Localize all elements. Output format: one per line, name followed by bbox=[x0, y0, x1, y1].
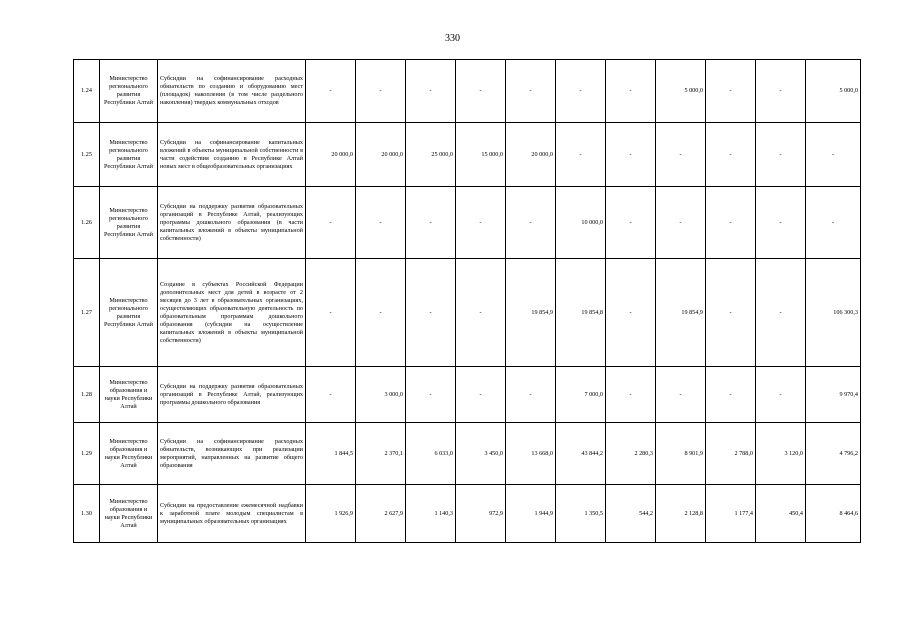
description-cell: Субсидии на софинансирование расходных обязательств по созданию и оборудованию мест (площадок) накопления (в том числе раздельного накопления) твердых коммунальных отходов bbox=[158, 60, 306, 123]
value-cell: - bbox=[306, 367, 356, 423]
table-row bbox=[74, 423, 861, 485]
value-cell: 6 033,0 bbox=[406, 423, 456, 485]
value-cell: 8 464,6 bbox=[806, 485, 861, 543]
row-number: 1.27 bbox=[74, 259, 100, 367]
value-cell: 19 854,9 bbox=[506, 259, 556, 367]
description-cell: Субсидии на софинансирование расходных обязательств, возникающих при реализации мероприятий, направленных на развитие общего образования bbox=[158, 423, 306, 485]
value-cell: 450,4 bbox=[756, 485, 806, 543]
row-number: 1.29 bbox=[74, 423, 100, 485]
value-cell: - bbox=[356, 60, 406, 123]
ministry-cell: Министерство образования и науки Республики Алтай bbox=[100, 485, 158, 543]
ministry-cell: Министерство образования и науки Республики Алтай bbox=[100, 367, 158, 423]
value-cell: 19 854,9 bbox=[656, 259, 706, 367]
value-cell: 13 668,0 bbox=[506, 423, 556, 485]
row-number: 1.26 bbox=[74, 187, 100, 259]
value-cell: 5 000,0 bbox=[806, 60, 861, 123]
table-row bbox=[74, 60, 861, 123]
description-cell: Создание в субъектах Российской Федерации дополнительных мест для детей в возрасте от 2 месяцев до 3 лет в образовательных организациях, осуществляющих образовательную деятельность по образовательным программам дошкольного образования (субсидии на осуществление капитальных вложений в объекты муниципальной собственности) bbox=[158, 259, 306, 367]
value-cell: - bbox=[656, 123, 706, 187]
value-cell: - bbox=[706, 367, 756, 423]
description-cell: Субсидии на поддержку развития образовательных организаций в Республике Алтай, реализующих программы дошкольного образования (в части капитальных вложений в объекты муниципальной собственности) bbox=[158, 187, 306, 259]
table-body bbox=[74, 60, 861, 543]
value-cell: 3 450,0 bbox=[456, 423, 506, 485]
value-cell: - bbox=[306, 187, 356, 259]
value-cell: 1 926,9 bbox=[306, 485, 356, 543]
value-cell: - bbox=[756, 367, 806, 423]
value-cell: 1 140,3 bbox=[406, 485, 456, 543]
ministry-cell: Министерство регионального развития Республики Алтай bbox=[100, 259, 158, 367]
value-cell: - bbox=[456, 187, 506, 259]
value-cell: - bbox=[506, 60, 556, 123]
value-cell: - bbox=[756, 187, 806, 259]
value-cell: - bbox=[606, 259, 656, 367]
value-cell: - bbox=[406, 259, 456, 367]
description-cell: Субсидии на поддержку развития образовательных организаций в Республике Алтай, реализующих программы дошкольного образования bbox=[158, 367, 306, 423]
row-number: 1.24 bbox=[74, 60, 100, 123]
value-cell: - bbox=[306, 60, 356, 123]
value-cell: - bbox=[756, 123, 806, 187]
value-cell: 1 944,9 bbox=[506, 485, 556, 543]
value-cell: - bbox=[606, 367, 656, 423]
value-cell: - bbox=[656, 187, 706, 259]
value-cell: 1 177,4 bbox=[706, 485, 756, 543]
value-cell: - bbox=[706, 187, 756, 259]
ministry-cell: Министерство регионального развития Республики Алтай bbox=[100, 60, 158, 123]
value-cell: - bbox=[606, 123, 656, 187]
value-cell: - bbox=[356, 187, 406, 259]
value-cell: - bbox=[556, 60, 606, 123]
value-cell: - bbox=[706, 123, 756, 187]
table-row bbox=[74, 367, 861, 423]
value-cell: - bbox=[806, 187, 861, 259]
value-cell: 20 000,0 bbox=[306, 123, 356, 187]
value-cell: - bbox=[406, 60, 456, 123]
value-cell: - bbox=[556, 123, 606, 187]
value-cell: - bbox=[756, 60, 806, 123]
value-cell: 1 350,5 bbox=[556, 485, 606, 543]
value-cell: 19 854,8 bbox=[556, 259, 606, 367]
table-row bbox=[74, 187, 861, 259]
value-cell: 5 000,0 bbox=[656, 60, 706, 123]
value-cell: - bbox=[806, 123, 861, 187]
value-cell: - bbox=[606, 187, 656, 259]
ministry-cell: Министерство регионального развития Республики Алтай bbox=[100, 123, 158, 187]
ministry-cell: Министерство образования и науки Республики Алтай bbox=[100, 423, 158, 485]
value-cell: - bbox=[756, 259, 806, 367]
value-cell: 544,2 bbox=[606, 485, 656, 543]
value-cell: - bbox=[656, 367, 706, 423]
table-row bbox=[74, 123, 861, 187]
value-cell: 20 000,0 bbox=[506, 123, 556, 187]
value-cell: 2 128,8 bbox=[656, 485, 706, 543]
value-cell: 2 788,0 bbox=[706, 423, 756, 485]
value-cell: 25 000,0 bbox=[406, 123, 456, 187]
value-cell: 9 970,4 bbox=[806, 367, 861, 423]
value-cell: - bbox=[506, 367, 556, 423]
value-cell: 2 370,1 bbox=[356, 423, 406, 485]
value-cell: - bbox=[306, 259, 356, 367]
value-cell: - bbox=[456, 60, 506, 123]
value-cell: - bbox=[706, 60, 756, 123]
value-cell: 3 000,0 bbox=[356, 367, 406, 423]
value-cell: 8 901,9 bbox=[656, 423, 706, 485]
value-cell: 10 000,0 bbox=[556, 187, 606, 259]
description-cell: Субсидии на софинансирование капитальных вложений в объекты муниципальной собственности в части содействия созданию в Республике Алтай новых мест в общеобразовательных организациях bbox=[158, 123, 306, 187]
value-cell: 4 796,2 bbox=[806, 423, 861, 485]
value-cell: - bbox=[606, 60, 656, 123]
budget-table bbox=[73, 59, 861, 543]
value-cell: - bbox=[406, 367, 456, 423]
value-cell: - bbox=[456, 259, 506, 367]
description-cell: Субсидии на предоставление ежемесячной надбавки к заработной плате молодым специалистам в муниципальных образовательных организациях bbox=[158, 485, 306, 543]
value-cell: 43 844,2 bbox=[556, 423, 606, 485]
value-cell: 972,9 bbox=[456, 485, 506, 543]
value-cell: 2 627,9 bbox=[356, 485, 406, 543]
row-number: 1.30 bbox=[74, 485, 100, 543]
value-cell: - bbox=[456, 367, 506, 423]
value-cell: - bbox=[706, 259, 756, 367]
row-number: 1.25 bbox=[74, 123, 100, 187]
table-row bbox=[74, 259, 861, 367]
value-cell: - bbox=[406, 187, 456, 259]
row-number: 1.28 bbox=[74, 367, 100, 423]
value-cell: 1 844,5 bbox=[306, 423, 356, 485]
value-cell: 15 000,0 bbox=[456, 123, 506, 187]
value-cell: 106 300,3 bbox=[806, 259, 861, 367]
value-cell: 20 000,0 bbox=[356, 123, 406, 187]
value-cell: - bbox=[356, 259, 406, 367]
table-row bbox=[74, 485, 861, 543]
value-cell: 2 280,3 bbox=[606, 423, 656, 485]
page-number: 330 bbox=[445, 33, 460, 44]
value-cell: - bbox=[506, 187, 556, 259]
value-cell: 3 120,0 bbox=[756, 423, 806, 485]
value-cell: 7 000,0 bbox=[556, 367, 606, 423]
ministry-cell: Министерство регионального развития Республики Алтай bbox=[100, 187, 158, 259]
